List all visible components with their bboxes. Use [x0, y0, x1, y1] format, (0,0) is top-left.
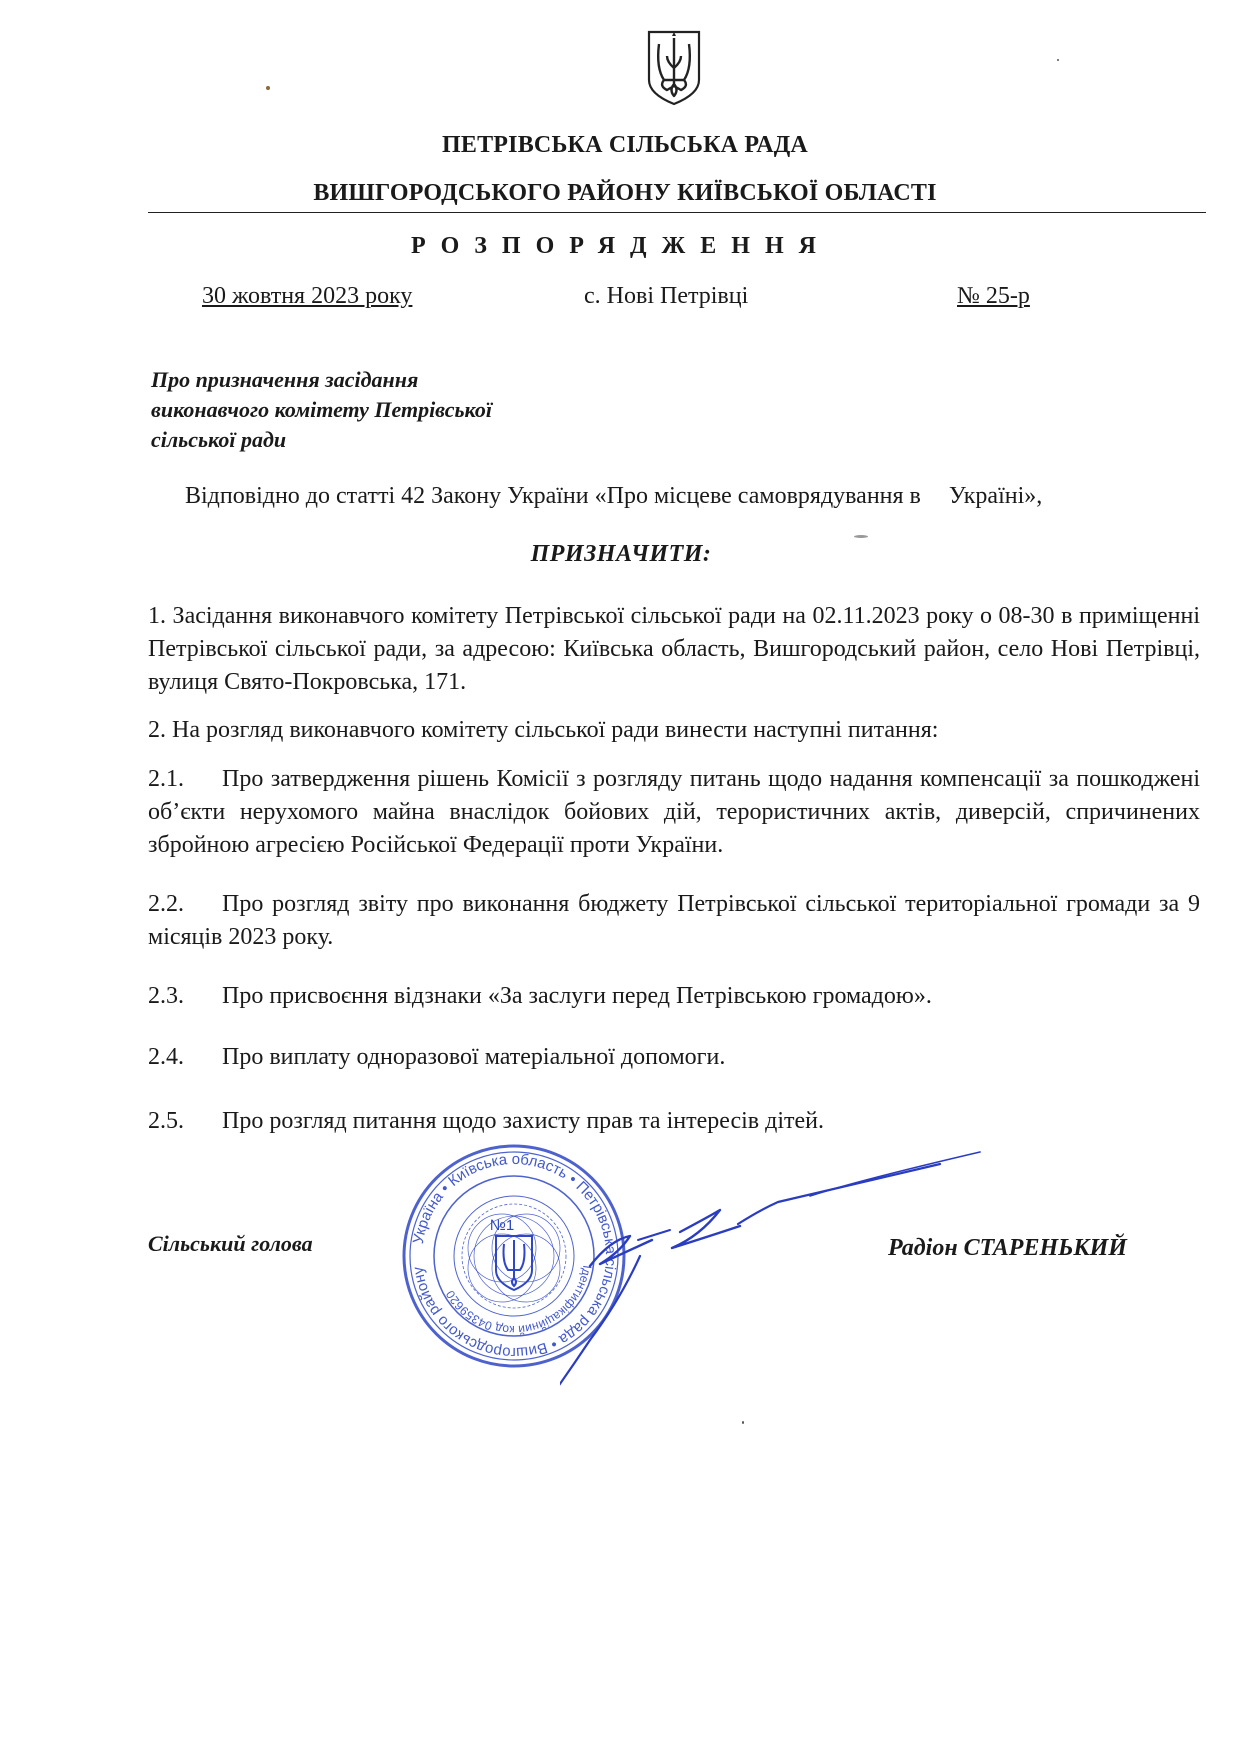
subitem-text: Про затвердження рішень Комісії з розгляду питань щодо надання компенсації за пошкоджені об’єкти нерухомого майна внаслідок бойових дій, терористичних актів, диверсій, спричинених збройною агресією Російської Федерації проти України.: [148, 766, 1200, 858]
item-1: 1. Засідання виконавчого комітету Петрівської сільської ради на 02.11.2023 року о 08-30 в приміщенні Петрівської сільської ради, за адресою: Київська область, Вишгородський район, село Нові Петрівці, вулиця Свято-Покровська, 171.: [148, 603, 1200, 695]
subitem-number: 2.5.: [148, 1108, 184, 1134]
subitem-text: Про присвоєння відзнаки «За заслуги перед Петрівською громадою».: [222, 983, 932, 1009]
document-place: с. Нові Петрівці: [584, 283, 749, 309]
header-divider: [148, 212, 1206, 213]
document-subject: [151, 365, 671, 455]
subitem-number: 2.3.: [148, 983, 184, 1009]
scan-speck: [854, 535, 868, 538]
trident-emblem-icon: [645, 28, 703, 106]
subitem-text: Про розгляд питання щодо захисту прав та інтересів дітей.: [222, 1108, 824, 1134]
scan-speck: [742, 1421, 744, 1424]
signatory-position: Сільський голова: [148, 1231, 313, 1256]
subitem-text: Про розгляд звіту про виконання бюджету Петрівської сільської територіальної громади за 9 місяців 2023 року.: [148, 891, 1200, 950]
subitem-2-2: [148, 888, 1200, 954]
scan-speck: [1057, 59, 1059, 61]
legal-basis-text: Відповідно до статті 42 Закону України «Про місцеве самоврядування в: [185, 483, 921, 509]
subitem-2-5: [148, 1105, 1200, 1138]
document-number: № 25-р: [957, 283, 1030, 309]
subitem-number: 2.1.: [148, 766, 184, 792]
item-2: 2. На розгляд виконавчого комітету сільської ради винести наступні питання:: [148, 717, 939, 743]
legal-basis: [185, 483, 1042, 510]
subject-line: сільської ради: [151, 427, 287, 452]
subitem-2-3: [148, 980, 1200, 1013]
stamp-number: №1: [489, 1217, 515, 1234]
subitem-number: 2.2.: [148, 891, 184, 917]
document-date: 30 жовтня 2023 року: [202, 283, 413, 309]
stamp-outer-text: Україна • Київська область • Петрівська сільська рада • Вишгородського району: [409, 1150, 620, 1362]
order-verb: ПРИЗНАЧИТИ:: [530, 541, 712, 567]
subitem-2-1: [148, 763, 1200, 862]
subitem-text: Про виплату одноразової матеріальної допомоги.: [222, 1044, 726, 1070]
stamp-code-text: Ідентифікаційний код 04359620: [443, 1264, 595, 1338]
subitem-number: 2.4.: [148, 1044, 184, 1070]
handwritten-signature: [560, 1140, 1000, 1410]
subject-line: виконавчого комітету Петрівської: [151, 397, 492, 422]
organization-name: ПЕТРІВСЬКА СІЛЬСЬКА РАДА: [442, 132, 808, 158]
organization-district: ВИШГОРОДСЬКОГО РАЙОНУ КИЇВСЬКОЇ ОБЛАСТІ: [313, 180, 937, 206]
subject-line: Про призначення засідання: [151, 367, 419, 392]
document-type: РОЗПОРЯДЖЕННЯ: [411, 233, 831, 259]
subitem-2-4: [148, 1041, 1200, 1074]
signatory-name: Радіон СТАРЕНЬКИЙ: [888, 1235, 1127, 1261]
scan-speck: [266, 86, 270, 90]
legal-basis-text-end: Україні»,: [948, 483, 1043, 509]
